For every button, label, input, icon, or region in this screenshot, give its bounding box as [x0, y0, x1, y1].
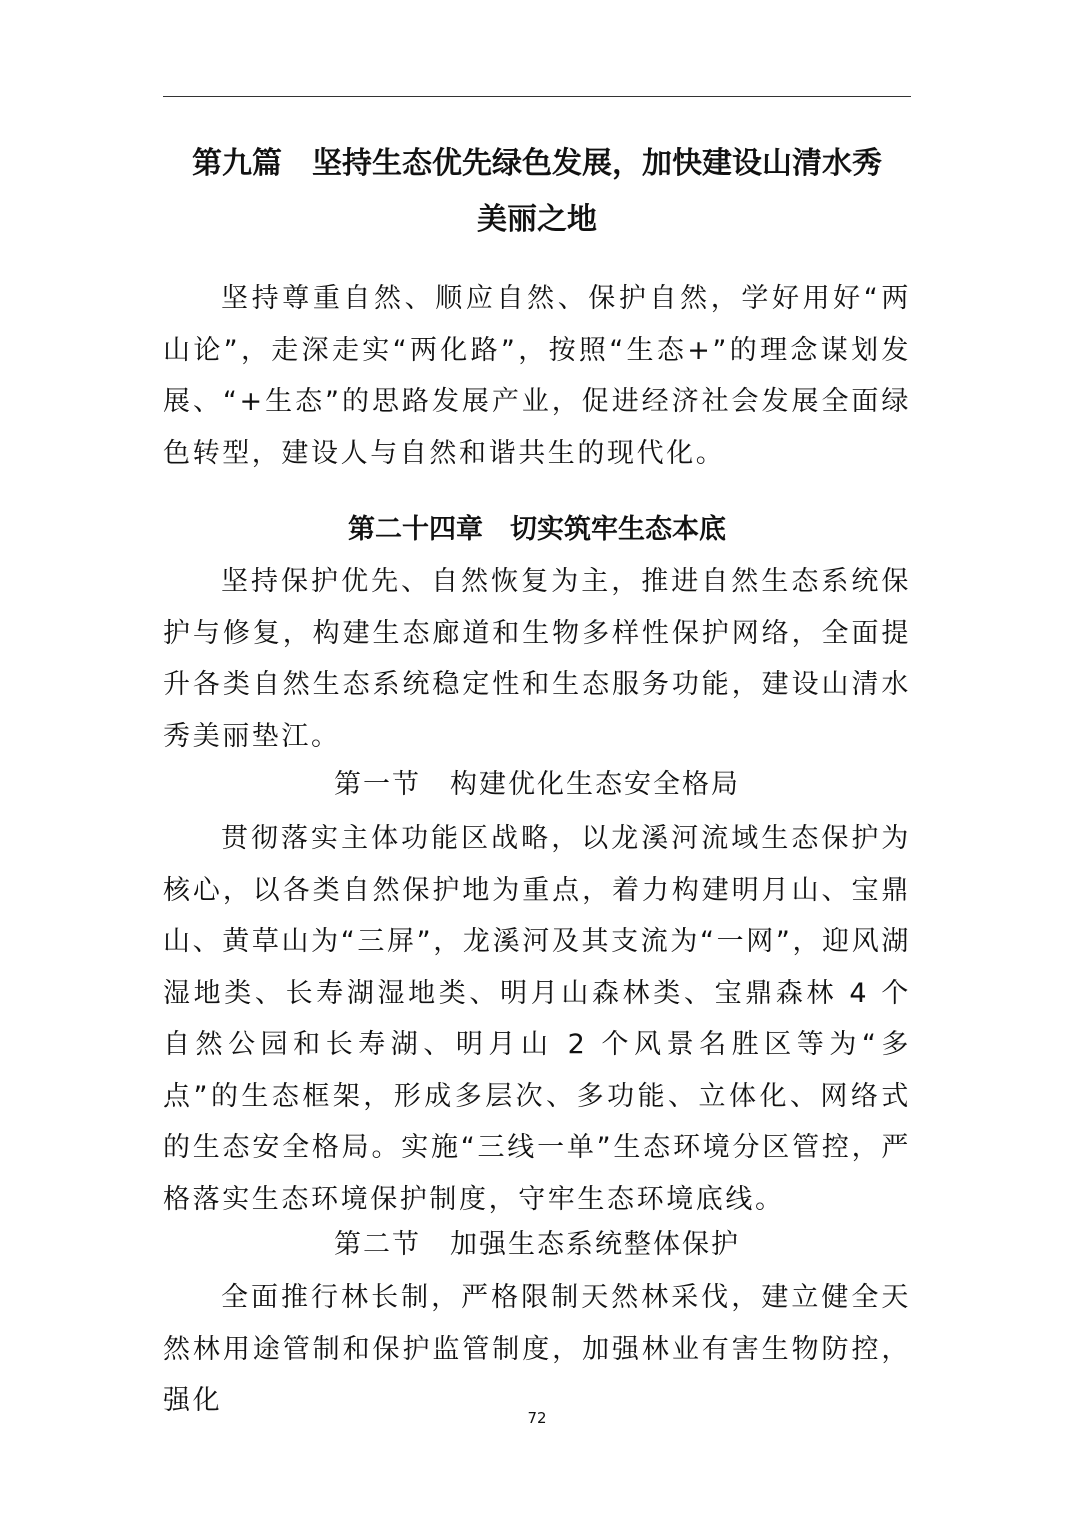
- page-number: 72: [527, 1409, 547, 1427]
- intro-paragraph: 坚持尊重自然、顺应自然、保护自然，学好用好“两山论”，走深走实“两化路”，按照“生态+”的理念谋划发展、“+生态”的思路发展产业，促进经济社会发展全面绿色转型，建设人与自然和谐共生的现代化。: [163, 283, 911, 469]
- part-title-line2: 美丽之地: [477, 202, 597, 237]
- header-rule: [163, 96, 911, 97]
- chapter-paragraph: 坚持保护优先、自然恢复为主，推进自然生态系统保护与修复，构建生态廊道和生物多样性保护网络，全面提升各类自然生态系统稳定性和生态服务功能，建设山清水秀美丽垫江。: [163, 566, 911, 752]
- section2-paragraph: 全面推行林长制，严格限制天然林采伐，建立健全天然林用途管制和保护监管制度，加强林业有害生物防控，强化: [163, 1282, 911, 1416]
- section1-paragraph: 贯彻落实主体功能区战略，以龙溪河流域生态保护为核心，以各类自然保护地为重点，着力构建明月山、宝鼎山、黄草山为“三屏”，龙溪河及其支流为“一网”，迎风湖湿地类、长寿湖湿地类、明月山森林类、宝鼎森林 4 个自然公园和长寿湖、明月山 2 个风景名胜区等为“多点”的生态框架，形成多层次、多功能、立体化、网络式的生态安全格局。实施“三线一单”生态环境分区管控，严格落实生态环境保护制度，守牢生态环境底线。: [163, 823, 911, 1215]
- section1-title: 第一节 构建优化生态安全格局: [334, 769, 740, 800]
- chapter-title: 第二十四章 切实筑牢生态本底: [348, 514, 726, 545]
- part-title: [163, 136, 911, 248]
- section2-title: 第二节 加强生态系统整体保护: [334, 1229, 740, 1260]
- part-title-line1: 第九篇 坚持生态优先绿色发展，加快建设山清水秀: [192, 146, 882, 181]
